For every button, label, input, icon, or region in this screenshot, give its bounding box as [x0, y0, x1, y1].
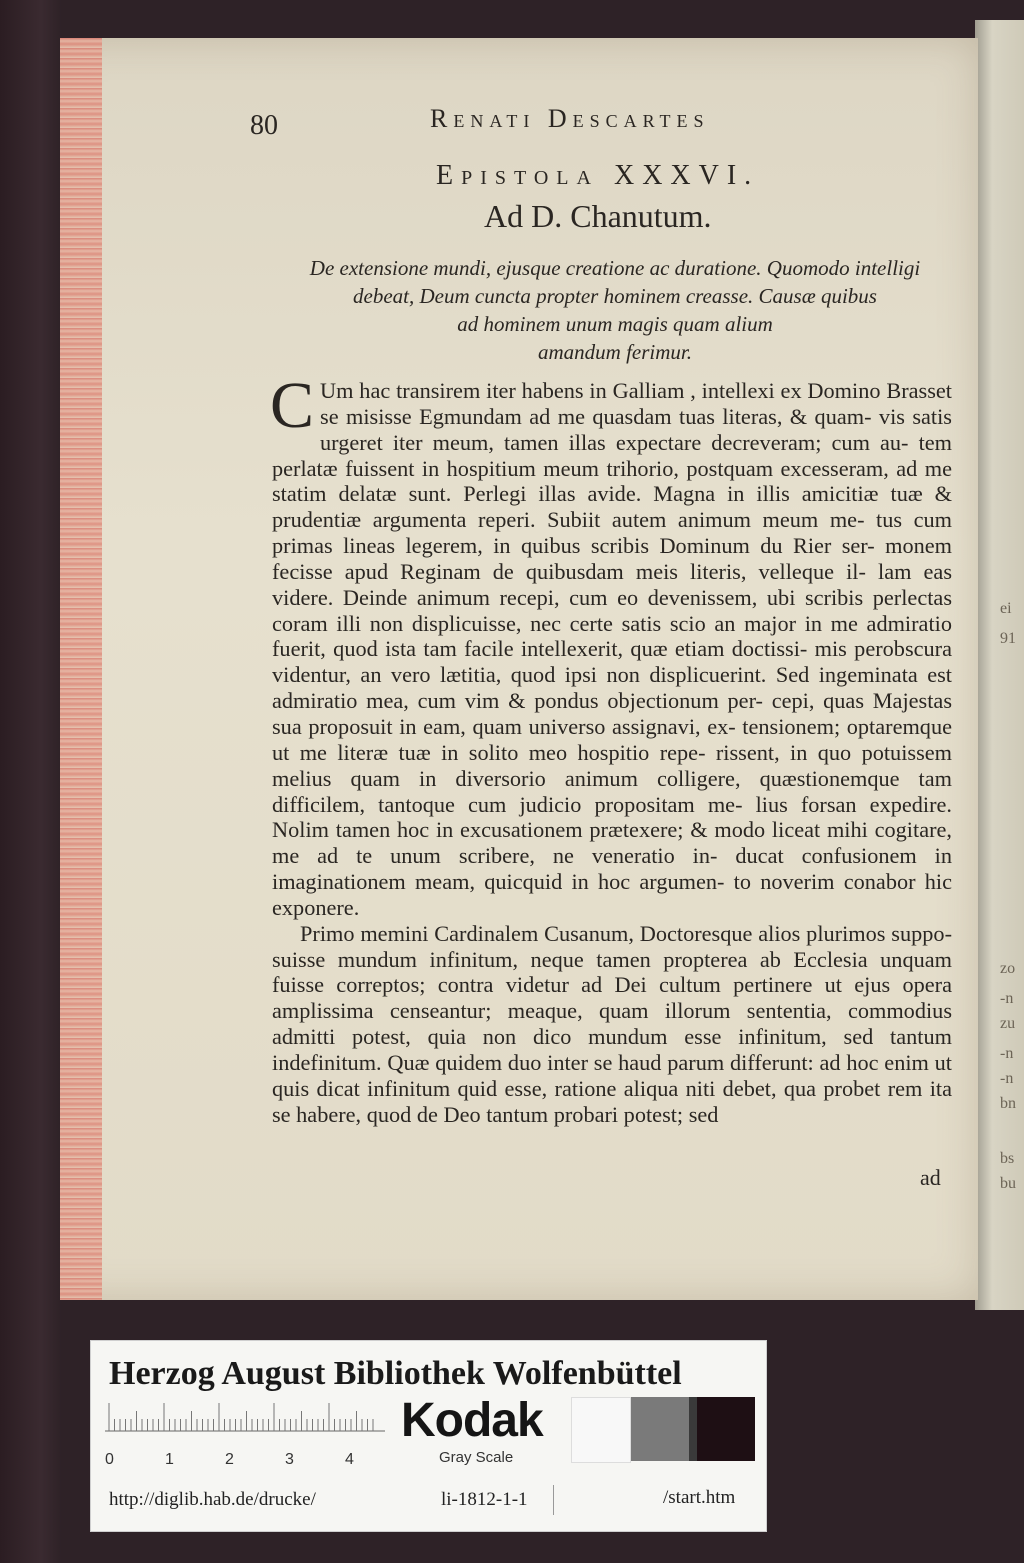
ruler-number: 0: [105, 1451, 114, 1468]
body-line: tus cum primas lineas legerem, in quibus scribis Dominum du Rier ser-: [272, 507, 953, 559]
start-link-text: /start.htm: [663, 1487, 736, 1508]
library-name: Herzog August Bibliothek Wolfenbüttel: [109, 1355, 682, 1392]
body-line: cepi, quas Majestas sua proposuit in eam, quam universo assignavi, ex-: [272, 688, 952, 739]
body-line: tuæ & prudentiæ argumenta reperi. Subiit autem animum meum me-: [272, 481, 952, 533]
letter-summary: [270, 254, 960, 366]
catchword: ad: [920, 1165, 941, 1190]
ruler-number: 4: [345, 1451, 354, 1468]
paragraph-1: [270, 369, 953, 921]
kodak-logo: Kodak: [401, 1394, 543, 1447]
facing-page-edge: [975, 20, 1024, 1310]
body-line: modo liceat mihi cogitare, me ad te unum scribere, ne veneratio in-: [272, 817, 952, 869]
drop-cap: C: [270, 369, 315, 442]
summary-line: amandum ferimur.: [537, 340, 692, 364]
page-red-edge: [60, 38, 102, 1300]
library-url: http://diglib.hab.de/drucke/: [109, 1489, 316, 1510]
summary-line: De extensione mundi, ejusque creatione ac duratione. Quomodo intelligi: [309, 256, 921, 280]
body-line: tensionem; optaremque ut me literæ tuæ in solito meo hospitio repe-: [272, 713, 953, 765]
summary-line: ad hominem unum magis quam alium: [457, 312, 773, 336]
body-line: lam eas videre. Deinde animum recepi, cum eo devenissem, ubi scribis: [272, 558, 952, 610]
letter-body: [270, 369, 953, 1127]
running-head: Renati Descartes: [430, 104, 710, 133]
ruler-scale: [105, 1401, 385, 1445]
body-line: to noverim conabor hic exponere.: [272, 869, 952, 920]
library-target-card: [90, 1340, 767, 1532]
ruler-number: 1: [165, 1451, 174, 1468]
body-line: Brasset se misisse Egmundam ad me quasdam tuas literas, & quam-: [320, 378, 952, 429]
body-line: Um hac transirem iter habens in Galliam , intellexi ex Domino: [320, 378, 887, 403]
gray-swatch-white: [571, 1397, 631, 1463]
facing-page-fragment: -n: [1000, 1070, 1014, 1087]
facing-page-fragment: zu: [1000, 1015, 1016, 1032]
facing-page-fragment: -n: [1000, 1045, 1014, 1062]
shelfmark: li-1812-1-1: [441, 1489, 528, 1510]
paragraph-2: Primo memini Cardinalem Cusanum, Doctoresque alios plurimos supposuisse mundum infinitum, neque tamen propterea ab Ecclesia unquam fuisse correptos; contra videtur ad Dei cultum pertinere ut ejus opera amplissima censeantur; meaque, quam illorum sententia, commodius admitti potest, quia non dico mundum esse infinitum, sed tantum indefinitum. Quæ quidem duo inter se haud parum differunt: ad hoc enim ut quis dicat infinitum quid esse, ratione aliqua niti debet, qua probet rem ita se habere, quod de Deo tantum probari potest; sed: [272, 920, 952, 1127]
body-line: Sed ingeminata est admiratio mea, cum vim & pondus objectionum per-: [272, 662, 952, 714]
paragraph-1-text: [270, 369, 953, 920]
body-line: admiratio fuerit, quod ista tam facile intellexerit, quæ etiam doctissi-: [272, 610, 952, 662]
page-number: 80: [250, 110, 278, 141]
body-line: mis perobscura videntur, an vero lætitia, quod ipsi non displicuerint.: [272, 636, 952, 688]
body-line: lius forsan expedire. Nolim tamen hoc in excusationem prætexere; &: [272, 791, 952, 843]
body-line: quæstionemque tam difficilem, tantoque cum judicio propositam me-: [272, 765, 952, 817]
facing-page-fragment: zo: [1000, 960, 1016, 977]
gray-swatch-mid: [631, 1397, 689, 1461]
facing-page-fragment: 91: [1000, 630, 1016, 647]
ruler-number: 3: [285, 1451, 294, 1468]
facing-page-fragment: ei: [1000, 600, 1012, 617]
body-line: perlectas coram illi non displicuisse, nec certe satis scio an major in me: [272, 584, 952, 636]
facing-page-fragment: bn: [1000, 1095, 1016, 1112]
gray-swatch-black: [697, 1397, 755, 1461]
card-divider: [553, 1485, 554, 1515]
gray-scale-label: Gray Scale: [439, 1449, 514, 1466]
facing-page-fragment: bs: [1000, 1150, 1015, 1167]
facing-page-fragment: bu: [1000, 1175, 1016, 1192]
addressee-heading: Ad D. Chanutum.: [484, 198, 712, 234]
body-line: rissent, in quo potuissem melius quam in diversorio animum colligere,: [272, 739, 952, 791]
body-line: monem fecisse apud Reginam de quibusdam meis literis, velleque il-: [272, 533, 952, 584]
body-line: vis satis urgeret iter meum, tamen illas expectare decreveram; cum au-: [320, 403, 952, 455]
body-line: ad me statim delatæ sunt. Perlegi illas avide. Magna in illis amicitiæ: [272, 455, 953, 507]
body-line: ducat confusionem in imaginationem meam, quicquid in hoc argumen-: [272, 843, 953, 895]
ruler-number: 2: [225, 1451, 234, 1468]
summary-line: debeat, Deum cuncta propter hominem creasse. Causæ quibus: [353, 284, 877, 308]
epistola-title: Epistola XXXVI.: [436, 160, 760, 191]
body-line: tem perlatæ fuissent in hospitium meum trihorio, postquam excesseram,: [272, 429, 952, 481]
facing-page-fragment: -n: [1000, 990, 1014, 1007]
